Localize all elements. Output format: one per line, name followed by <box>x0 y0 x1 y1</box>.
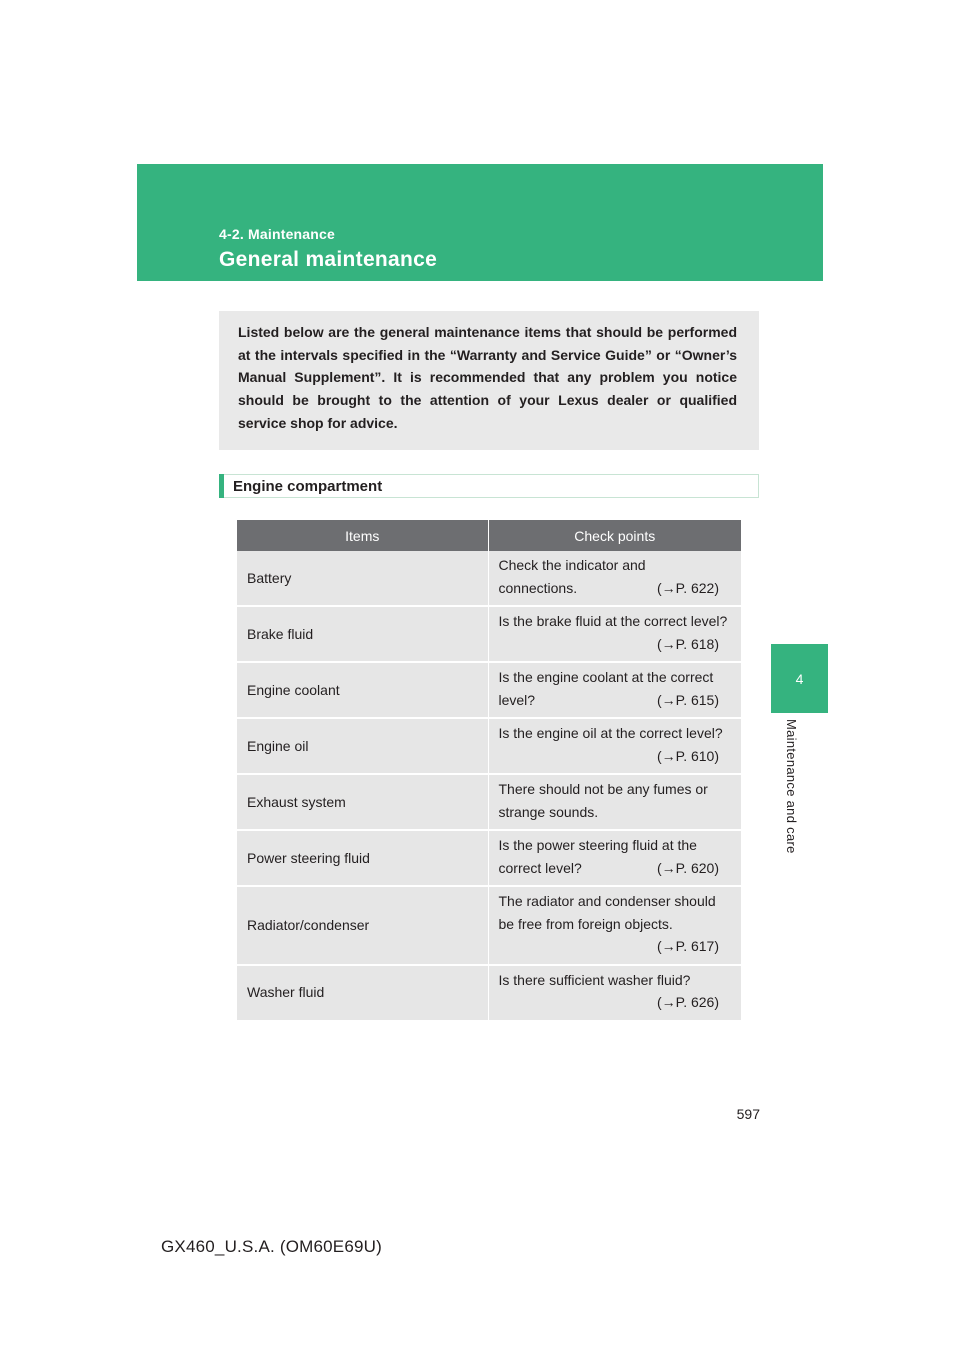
check-text: Is the power steering fluid at the <box>498 837 697 853</box>
table-row <box>237 551 741 606</box>
column-header-items: Items <box>237 520 488 551</box>
maintenance-table <box>237 520 741 1022</box>
subheading: Engine compartment <box>233 478 383 495</box>
check-text-cont: correct level? <box>498 859 582 876</box>
page-reference-link[interactable]: (→P. 622) <box>657 579 719 596</box>
check-cell <box>488 662 741 718</box>
check-cell <box>488 606 741 662</box>
item-cell: Power steering fluid <box>237 830 488 886</box>
chapter-number: 4 <box>795 670 804 687</box>
subheading-accent-bar <box>219 474 224 498</box>
check-text: Is the engine oil at the correct level? <box>498 725 723 741</box>
check-text-cont: level? <box>498 691 536 708</box>
check-cell <box>488 965 741 1021</box>
page-reference-link[interactable]: (→P. 615) <box>657 691 719 708</box>
item-cell: Exhaust system <box>237 774 488 830</box>
table-row <box>237 718 741 774</box>
table-row <box>237 886 741 965</box>
check-text: The radiator and condenser should <box>498 893 716 909</box>
section-label: 4-2. Maintenance <box>219 226 336 242</box>
check-text: Check the indicator and <box>498 557 646 573</box>
check-cell <box>488 551 741 606</box>
column-header-check-points: Check points <box>488 520 741 551</box>
check-text: Is the engine coolant at the correct <box>498 669 714 685</box>
check-text-line2: be free from foreign objects. <box>498 915 673 932</box>
page-number: 597 <box>736 1106 760 1122</box>
intro-box <box>219 311 759 450</box>
check-text-line2 <box>499 689 732 712</box>
check-cell <box>488 830 741 886</box>
check-cell <box>488 886 741 965</box>
intro-text: Listed below are the general maintenance items that should be performed at the intervals specified in the “Warranty and Service Guide” or “Owner’s Manual Supplement”. It is recommended that any problem you notice should be brought to the attention of your Lexus dealer or qualified service shop for advice. <box>238 324 737 431</box>
page-reference-link[interactable]: (→P. 610) <box>657 747 719 764</box>
table-row <box>237 662 741 718</box>
chapter-name: Maintenance and care <box>784 719 799 854</box>
check-text: There should not be any fumes or <box>498 781 708 797</box>
item-cell: Radiator/condenser <box>237 886 488 965</box>
page-reference-link[interactable]: (→P. 620) <box>657 859 719 876</box>
item-cell: Washer fluid <box>237 965 488 1021</box>
check-text-line2: strange sounds. <box>498 803 599 820</box>
page-reference-link[interactable]: (→P. 618) <box>657 635 719 652</box>
check-cell <box>488 774 741 830</box>
check-text-line2 <box>499 577 732 600</box>
check-text-line2 <box>499 857 732 880</box>
page-title: General maintenance <box>219 248 438 271</box>
item-cell: Battery <box>237 551 488 606</box>
table-header-row <box>237 520 741 551</box>
table-row <box>237 965 741 1021</box>
page-reference-link[interactable]: (→P. 617) <box>657 938 719 954</box>
check-text: Is there sufficient washer fluid? <box>498 971 691 988</box>
check-text: Is the brake fluid at the correct level? <box>498 613 728 629</box>
table-row <box>237 774 741 830</box>
page-reference-link[interactable]: (→P. 626) <box>657 994 719 1010</box>
item-cell: Engine coolant <box>237 662 488 718</box>
chapter-tab[interactable] <box>771 644 828 713</box>
table-row <box>237 830 741 886</box>
check-cell <box>488 718 741 774</box>
subheading-box <box>219 474 759 498</box>
item-cell: Engine oil <box>237 718 488 774</box>
footer-document-code: GX460_U.S.A. (OM60E69U) <box>161 1237 382 1256</box>
check-text-cont: connections. <box>498 579 578 596</box>
table-row <box>237 606 741 662</box>
item-cell: Brake fluid <box>237 606 488 662</box>
